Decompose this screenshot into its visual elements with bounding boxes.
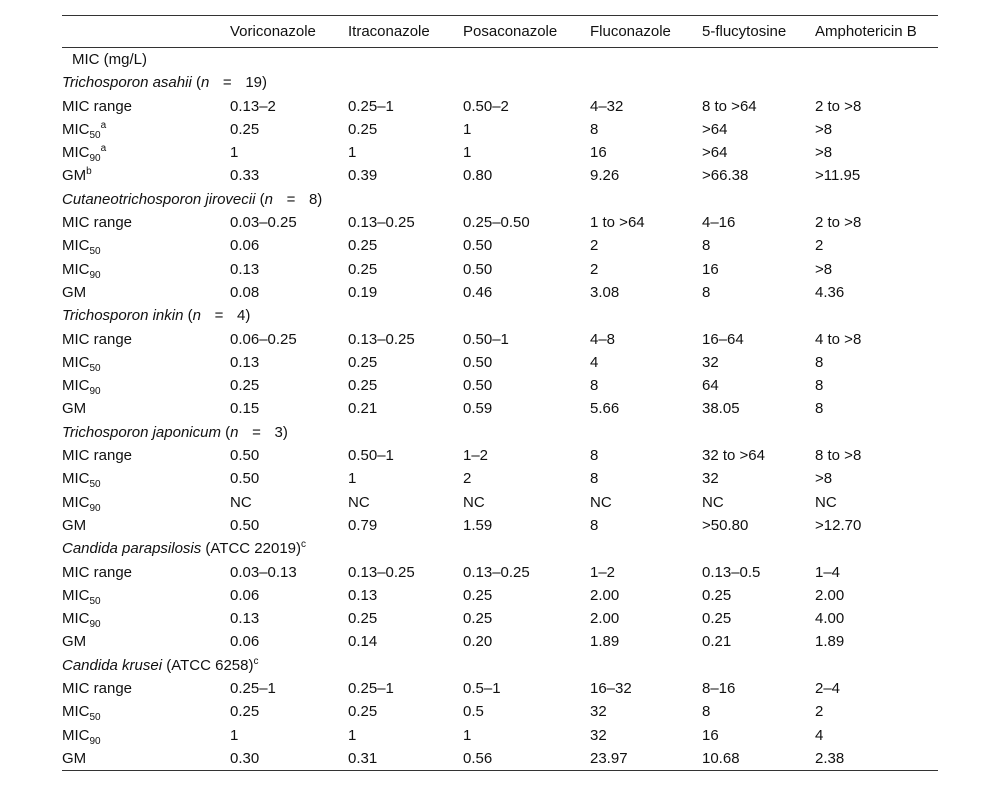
n-symbol: n [264, 190, 273, 208]
value-cell: 4 [590, 353, 599, 371]
value-cell: 4 to >8 [815, 330, 862, 348]
metric-row [62, 630, 938, 653]
value-cell: 0.25 [348, 260, 378, 278]
value-cell: 0.03–0.25 [230, 214, 297, 232]
value-cell: 0.33 [230, 167, 260, 185]
value-cell: 0.31 [348, 747, 463, 771]
equals-sign: = [214, 307, 224, 325]
species-name: Candida krusei [62, 656, 163, 674]
metric-label: GM [62, 400, 87, 418]
value-cell: 0.13 [230, 610, 260, 628]
value-cell: 2 [463, 470, 472, 488]
value-cell: 0.06 [230, 237, 260, 255]
value-cell: 4.00 [815, 610, 845, 628]
value-cell: 1 [230, 144, 239, 162]
value-cell: 16–64 [702, 330, 744, 348]
metric-label-cell [62, 747, 230, 771]
metric-subscript: 50 [89, 712, 101, 724]
section-title: MIC (mg/L) [72, 51, 147, 68]
metric-subscript: 50 [89, 246, 101, 258]
metric-subscript: 90 [89, 153, 101, 165]
metric-row [62, 514, 938, 537]
metric-label-cell [62, 328, 230, 351]
value-cell: 1 [348, 144, 357, 162]
species-name: Trichosporon asahii [62, 74, 192, 92]
value-cell: 4 [815, 726, 824, 744]
value-cell: NC [348, 493, 370, 511]
value-cell: 1 to >64 [590, 214, 645, 232]
metric-label: MIC [62, 726, 90, 744]
value-cell: 1.89 [815, 633, 845, 651]
metric-label-cell [62, 95, 230, 118]
n-symbol: n [192, 307, 201, 325]
metric-label: MIC [62, 610, 90, 628]
metric-label-cell [62, 724, 230, 747]
equals-sign: = [252, 423, 261, 441]
value-cell: 0.13–2 [230, 97, 276, 115]
value-cell: >64 [702, 120, 728, 138]
species-name: Trichosporon inkin [62, 307, 184, 325]
metric-subscript: 50 [89, 479, 101, 491]
value-cell: 32 [590, 703, 607, 721]
value-cell: 0.03–0.13 [230, 563, 297, 581]
value-cell: 16–32 [590, 680, 632, 698]
metric-label-cell [62, 351, 230, 374]
section-row [62, 48, 938, 72]
metric-subscript: 50 [89, 595, 101, 607]
value-cell: 0.50 [230, 447, 260, 465]
metric-label-cell [62, 700, 230, 723]
value-cell: 0.25 [230, 120, 260, 138]
value-cell: 1.59 [463, 516, 493, 534]
header-fluconazole: Fluconazole [590, 16, 702, 48]
metric-row [62, 141, 938, 164]
header-itraconazole: Itraconazole [348, 16, 463, 48]
metric-row [62, 164, 938, 187]
value-cell: 0.13–0.25 [348, 563, 415, 581]
value-cell: 0.5–1 [463, 680, 501, 698]
metric-label: MIC [62, 493, 90, 511]
value-cell: 2.38 [815, 747, 938, 771]
value-cell: 0.5 [463, 703, 484, 721]
metric-row [62, 677, 938, 700]
metric-label: MIC [62, 260, 90, 278]
value-cell: 1 [348, 470, 357, 488]
value-cell: 0.25–1 [230, 680, 276, 698]
mic-table [62, 15, 938, 771]
value-cell: 1.89 [590, 633, 620, 651]
value-cell: 1 [463, 144, 472, 162]
value-cell: 0.13 [348, 586, 378, 604]
species-row [62, 421, 938, 444]
footnote-marker: b [86, 166, 92, 178]
metric-label-cell [62, 584, 230, 607]
value-cell: 8 [590, 120, 599, 138]
value-cell: NC [702, 493, 724, 511]
value-cell: 4–32 [590, 97, 624, 115]
metric-row [62, 351, 938, 374]
equals-sign: = [286, 190, 296, 208]
value-cell: 9.26 [590, 167, 620, 185]
metric-row [62, 607, 938, 630]
value-cell: 8 [702, 283, 711, 301]
value-cell: 0.50 [230, 516, 260, 534]
value-cell: 16 [702, 726, 719, 744]
value-cell: 8 [590, 447, 599, 465]
value-cell: 0.25 [702, 610, 732, 628]
value-cell: 0.25 [348, 610, 378, 628]
value-cell: 38.05 [702, 400, 740, 418]
metric-label-cell [62, 281, 230, 304]
metric-row [62, 724, 938, 747]
value-cell: NC [590, 493, 612, 511]
value-cell: 2 [815, 237, 824, 255]
species-label: Trichosporon japonicum (n = 3) [62, 421, 938, 444]
value-cell: 0.13 [230, 260, 260, 278]
value-cell: 0.25 [463, 586, 493, 604]
equals-sign: = [222, 74, 232, 92]
value-cell: 2.00 [590, 610, 620, 628]
metric-label: MIC range [62, 447, 133, 465]
header-posaconazole: Posaconazole [463, 16, 590, 48]
header-flucytosine: 5-flucytosine [702, 16, 815, 48]
metric-row [62, 491, 938, 514]
value-cell: 0.06 [230, 633, 260, 651]
metric-row [62, 374, 938, 397]
metric-label-cell [62, 374, 230, 397]
n-value: 3 [274, 423, 283, 441]
metric-label: MIC [62, 353, 90, 371]
metric-row [62, 747, 938, 771]
metric-row [62, 281, 938, 304]
metric-label: MIC [62, 120, 90, 138]
species-label: Trichosporon inkin (n = 4) [62, 304, 938, 327]
metric-label-cell [62, 211, 230, 234]
metric-label: MIC range [62, 97, 133, 115]
value-cell: 0.21 [702, 633, 732, 651]
metric-row [62, 467, 938, 490]
metric-subscript: 90 [89, 619, 101, 631]
metric-label-cell [62, 561, 230, 584]
metric-row [62, 561, 938, 584]
n-value: 4 [236, 307, 246, 325]
value-cell: 64 [702, 377, 719, 395]
metric-label: MIC [62, 703, 90, 721]
species-name: Cutaneotrichosporon jirovecii [62, 190, 256, 208]
value-cell: 0.25–1 [348, 97, 394, 115]
strain-note: (ATCC 6258) [166, 656, 254, 674]
metric-row [62, 211, 938, 234]
metric-label: GM [62, 633, 87, 651]
value-cell: 0.25–1 [348, 680, 394, 698]
metric-row [62, 258, 938, 281]
species-row [62, 304, 938, 327]
value-cell: 0.06–0.25 [230, 330, 297, 348]
metric-label: MIC [62, 586, 90, 604]
metric-row [62, 397, 938, 420]
value-cell: 8 [815, 400, 824, 418]
metric-label-cell [62, 164, 230, 187]
value-cell: 0.25 [463, 610, 493, 628]
value-cell: 5.66 [590, 400, 620, 418]
value-cell: 1 [348, 726, 357, 744]
value-cell: 1 [463, 120, 472, 138]
metric-label-cell [62, 514, 230, 537]
value-cell: 0.30 [230, 747, 348, 771]
value-cell: 2 to >8 [815, 214, 862, 232]
metric-row [62, 95, 938, 118]
value-cell: 0.25 [348, 377, 378, 395]
metric-label: GM [62, 283, 87, 301]
value-cell: 0.13 [230, 353, 260, 371]
value-cell: 1–4 [815, 563, 841, 581]
value-cell: 0.25 [348, 353, 378, 371]
header-cell-empty [62, 16, 230, 48]
metric-row [62, 700, 938, 723]
value-cell: 32 [702, 470, 719, 488]
metric-label-cell [62, 141, 230, 164]
value-cell: 0.13–0.25 [348, 214, 415, 232]
metric-label-cell [62, 118, 230, 141]
strain-note: (ATCC 22019) [205, 540, 302, 558]
metric-label-cell [62, 444, 230, 467]
species-label [62, 654, 938, 677]
species-row [62, 654, 938, 677]
value-cell: 1–2 [463, 447, 489, 465]
value-cell: 4–16 [702, 214, 736, 232]
value-cell: 8 to >8 [815, 447, 862, 465]
value-cell: 0.50 [463, 377, 493, 395]
value-cell: >50.80 [702, 516, 749, 534]
value-cell: >8 [815, 120, 833, 138]
metric-row [62, 234, 938, 257]
value-cell: 0.25 [348, 703, 378, 721]
value-cell: >8 [815, 470, 833, 488]
metric-label: MIC range [62, 563, 133, 581]
value-cell: 0.79 [348, 516, 378, 534]
value-cell: 0.25 [348, 237, 378, 255]
value-cell: 0.50 [230, 470, 260, 488]
metric-row [62, 328, 938, 351]
value-cell: >8 [815, 260, 833, 278]
metric-label: MIC [62, 470, 90, 488]
n-symbol: n [230, 423, 239, 441]
metric-label-cell [62, 491, 230, 514]
value-cell: 0.46 [463, 283, 493, 301]
value-cell: 2 [815, 703, 824, 721]
metric-label: MIC [62, 377, 90, 395]
footnote-marker: a [100, 143, 107, 155]
metric-label: GM [62, 749, 87, 767]
value-cell: 0.25 [348, 120, 378, 138]
metric-row [62, 584, 938, 607]
value-cell: 1 [463, 726, 472, 744]
species-label: Trichosporon asahii (n = 19) [62, 71, 938, 94]
metric-label: MIC range [62, 680, 133, 698]
metric-label-cell [62, 397, 230, 420]
metric-label: MIC range [62, 330, 133, 348]
metric-subscript: 90 [89, 735, 101, 747]
value-cell: 0.50–2 [463, 97, 509, 115]
species-row [62, 188, 938, 211]
value-cell: 2 [590, 237, 599, 255]
value-cell: 0.14 [348, 633, 378, 651]
metric-label-cell [62, 234, 230, 257]
value-cell: 0.50–1 [463, 330, 509, 348]
value-cell: 2 to >8 [815, 97, 862, 115]
value-cell: 0.50 [463, 353, 493, 371]
species-label [62, 537, 938, 560]
value-cell: >66.38 [702, 167, 749, 185]
value-cell: 0.08 [230, 283, 260, 301]
species-name: Candida parapsilosis [62, 540, 202, 558]
value-cell: 0.25 [230, 377, 260, 395]
value-cell: 0.15 [230, 400, 260, 418]
species-row [62, 537, 938, 560]
value-cell: 32 to >64 [702, 447, 765, 465]
value-cell: 8 [702, 703, 711, 721]
metric-label: MIC [62, 237, 90, 255]
header-voriconazole: Voriconazole [230, 16, 348, 48]
value-cell: NC [815, 493, 837, 511]
value-cell: 0.13–0.5 [702, 563, 761, 581]
n-value: 8 [308, 190, 318, 208]
value-cell: 8 [815, 377, 824, 395]
header-row [62, 16, 938, 48]
value-cell: 8 [590, 377, 599, 395]
value-cell: 8 [702, 237, 711, 255]
value-cell: 2.00 [590, 586, 620, 604]
metric-label-cell [62, 607, 230, 630]
metric-subscript: 90 [89, 386, 101, 398]
n-value: 19 [245, 74, 262, 92]
metric-subscript: 90 [89, 269, 101, 281]
value-cell: 0.13–0.25 [348, 330, 415, 348]
footnote-marker: a [100, 119, 107, 131]
value-cell: 32 [702, 353, 719, 371]
value-cell: 0.80 [463, 167, 493, 185]
value-cell: 0.25–0.50 [463, 214, 530, 232]
metric-label-cell [62, 677, 230, 700]
value-cell: 8 to >64 [702, 97, 757, 115]
value-cell: 0.50–1 [348, 447, 394, 465]
value-cell: 2 [590, 260, 599, 278]
value-cell: 0.50 [463, 237, 493, 255]
metric-label-cell [62, 467, 230, 490]
value-cell: 0.20 [463, 633, 493, 651]
value-cell: 2.00 [815, 586, 845, 604]
value-cell: NC [463, 493, 485, 511]
metric-subscript: 90 [89, 502, 101, 514]
value-cell: 23.97 [590, 747, 702, 771]
table-header [62, 16, 938, 48]
n-symbol: n [200, 74, 210, 92]
species-label: Cutaneotrichosporon jirovecii (n = 8) [62, 188, 938, 211]
value-cell: 10.68 [702, 747, 815, 771]
metric-row [62, 444, 938, 467]
value-cell: 0.59 [463, 400, 493, 418]
metric-label-cell [62, 630, 230, 653]
header-amphotericin-b: Amphotericin B [815, 16, 938, 48]
value-cell: 4.36 [815, 283, 845, 301]
value-cell: 16 [590, 144, 607, 162]
metric-label: GM [62, 516, 87, 534]
value-cell: 1–2 [590, 563, 616, 581]
species-name: Trichosporon japonicum [62, 423, 221, 441]
value-cell: 0.06 [230, 586, 260, 604]
value-cell: 0.56 [463, 747, 590, 771]
metric-label: GM [62, 167, 87, 185]
value-cell: NC [230, 493, 252, 511]
footnote-marker: c [253, 655, 259, 667]
value-cell: >12.70 [815, 516, 862, 534]
value-cell: 8 [590, 470, 599, 488]
species-row [62, 71, 938, 94]
metric-label: MIC [62, 144, 90, 162]
metric-label: MIC range [62, 214, 133, 232]
value-cell: 8–16 [702, 680, 736, 698]
value-cell: 0.39 [348, 167, 378, 185]
metric-label-cell [62, 258, 230, 281]
value-cell: 16 [702, 260, 719, 278]
value-cell: 32 [590, 726, 607, 744]
footnote-marker: c [301, 539, 307, 551]
value-cell: 3.08 [590, 283, 620, 301]
value-cell: 2–4 [815, 680, 841, 698]
value-cell: 1 [230, 726, 239, 744]
value-cell: 4–8 [590, 330, 616, 348]
value-cell: >11.95 [815, 167, 861, 185]
value-cell: 0.13–0.25 [463, 563, 530, 581]
metric-row [62, 118, 938, 141]
value-cell: 0.50 [463, 260, 493, 278]
value-cell: 8 [815, 353, 824, 371]
value-cell: 0.25 [702, 586, 732, 604]
value-cell: 0.25 [230, 703, 260, 721]
value-cell: >64 [702, 144, 728, 162]
metric-subscript: 50 [89, 129, 101, 141]
value-cell: >8 [815, 144, 833, 162]
value-cell: 0.19 [348, 283, 378, 301]
value-cell: 0.21 [348, 400, 378, 418]
metric-subscript: 50 [89, 362, 101, 374]
table-body [62, 48, 938, 771]
value-cell: 8 [590, 516, 599, 534]
